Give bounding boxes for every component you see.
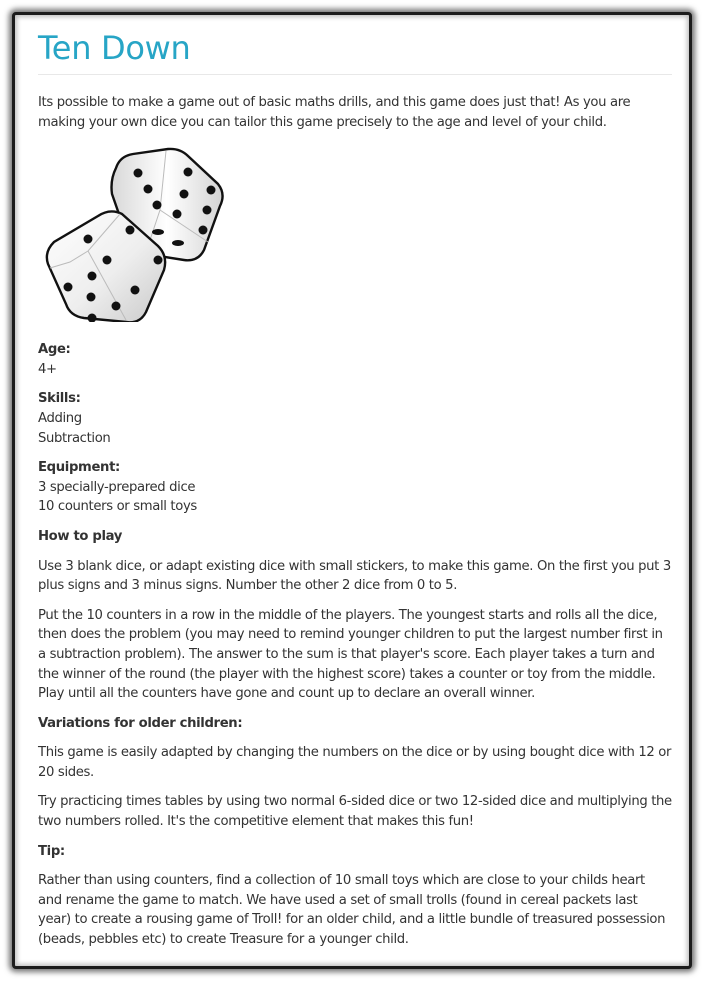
dice-illustration-icon: [38, 142, 228, 322]
age-label: Age:: [38, 342, 71, 358]
how-to-play-paragraph: Put the 10 counters in a row in the middle of the players. The youngest starts and rolls all the dice, then does the problem (you may need to remind younger children to put the largest number first in a subtraction problem). The answer to the sum is that player's score. Each player takes a turn and the winner of the round (the player with the highest score) takes a counter or toy from the middle. Play until all the counters have gone and count up to declare an overall winner.: [38, 607, 663, 702]
equipment-section: [38, 458, 672, 517]
variations-paragraph: Try practicing times tables by using two normal 6-sided dice or two 12-sided dice and multiplying the two numbers rolled. It's the competitive element that makes this fun!: [38, 794, 672, 830]
variations-heading: Variations for older children:: [38, 715, 243, 731]
equipment-item: 3 specially-prepared dice: [38, 479, 196, 495]
tip-paragraph: Rather than using counters, find a collection of 10 small toys which are close to your childs heart and rename the game to match. We have used a set of small trolls (found in cereal packets last year) to create a rousing game of Troll! for an older child, and a little bundle of treasured possession (beads, pebbles etc) to create Treasure for a younger child.: [38, 873, 666, 948]
intro-paragraph: Its possible to make a game out of basic maths drills, and this game does just that! As you are making your own dice you can tailor this game precisely to the age and level of your child.: [38, 95, 631, 130]
skills-label: Skills:: [38, 391, 81, 407]
page-title: Ten Down: [38, 29, 191, 67]
age-value: 4+: [38, 361, 57, 377]
title-divider: [38, 74, 672, 75]
skill-item: Subtraction: [38, 430, 111, 446]
equipment-item: 10 counters or small toys: [38, 499, 197, 515]
variations-paragraph: This game is easily adapted by changing the numbers on the dice or by using bought dice with 12 or 20 sides.: [38, 745, 672, 780]
skills-section: [38, 389, 672, 448]
skill-item: Adding: [38, 410, 82, 426]
how-to-play-heading: How to play: [38, 528, 123, 544]
equipment-label: Equipment:: [38, 460, 120, 476]
article: [38, 26, 672, 960]
tip-heading: Tip:: [38, 843, 65, 859]
how-to-play-paragraph: Use 3 blank dice, or adapt existing dice with small stickers, to make this game. On the first you put 3 plus signs and 3 minus signs. Number the other 2 dice from 0 to 5.: [38, 558, 671, 594]
age-section: [38, 340, 672, 379]
